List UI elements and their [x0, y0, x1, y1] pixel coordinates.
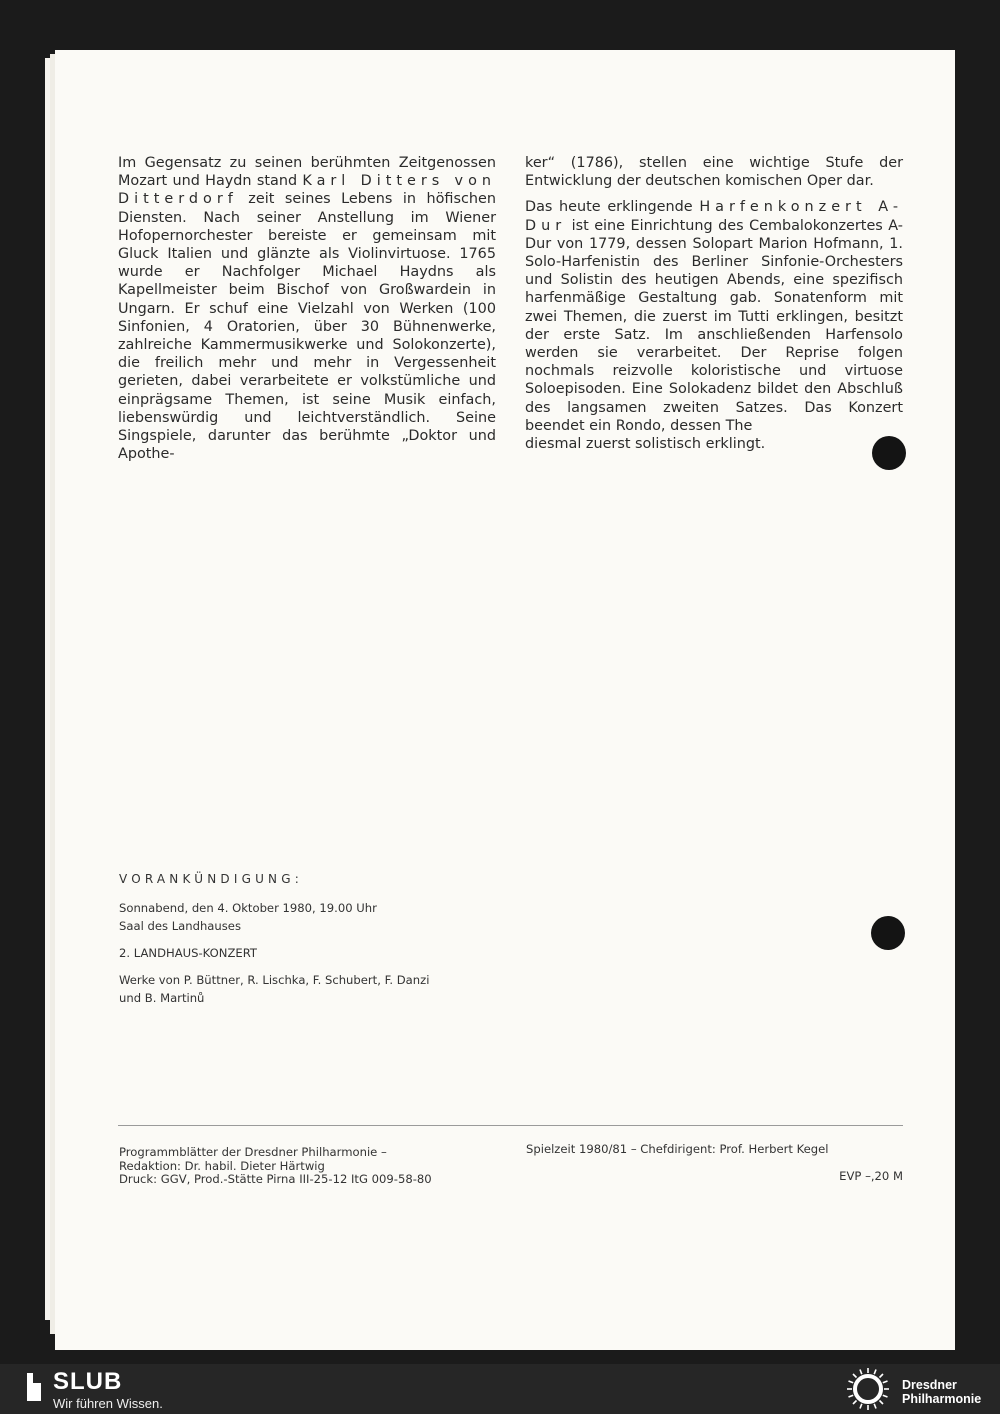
right-paragraph-2: Das heute erklingende Harfenkonzert A-Dur ist eine Einrichtung des Cembalokonzertes A-Dur von 1779, dessen Solopart Marion Hofmann, 1. Solo-Harfenistin des Berliner Sinfonie-Orchesters und Solistin des heutigen Abends, eine spezifisch harfenmäßige Gestaltung gab. Sonatenform mit zwei Themen, die zuerst im Tutti erklingen, besitzt der erste Satz. Im anschließenden Harfensolo werden sie verarbeitet. Der Reprise folgen nochmals reizvolle koloristische und virtuose Soloepisoden. Eine Solokadenz bildet den Abschluß des langsamen zweiten Satzes. Das Konzert beendet ein Rondo, dessen The: [525, 199, 904, 434]
punch-hole-top: [872, 436, 906, 470]
announcement-venue: Saal des Landhauses: [119, 919, 241, 933]
slub-tagline: Wir führen Wissen.: [53, 1396, 163, 1411]
announcement-title: 2. LANDHAUS-KONZERT: [119, 946, 258, 960]
announcement-heading: VORANKÜNDIGUNG:: [119, 872, 303, 886]
announcement-works-line-2: und B. Martinů: [119, 991, 205, 1005]
left-column: [118, 154, 496, 463]
footer-divider: [118, 1125, 903, 1126]
partner-name[interactable]: [902, 1378, 981, 1406]
right-paragraph-2-last-line: diesmal zuerst solistisch erklingt.: [525, 436, 766, 453]
footer-line-2: Redaktion: Dr. habil. Dieter Härtwig: [119, 1158, 325, 1173]
punch-hole-bottom: [871, 916, 905, 950]
footer-price: EVP –,20 M: [839, 1169, 903, 1183]
left-paragraph-1: Im Gegensatz zu seinen berühmten Zeitgenossen Mozart und Haydn stand Karl Ditters von Ditterdorf zeit seines Lebens in höfischen Diensten. Nach seiner Anstellung im Wiener Hofopernorchester bereiste er gemeinsam mit Gluck Italien und glänzte als Violinvirtuose. 1765 wurde er Nachfolger Michael Haydns als Kapellmeister beim Bischof von Großwardein in Ungarn. Er schuf eine Vielzahl von Werken (100 Sinfonien, 4 Oratorien, über 30 Bühnenwerke, zahlreiche Kammermusikwerke und Solokonzerte), die freilich mehr und mehr in Vergessenheit gerieten, dabei verarbeitete er volkstümliche und einprägsame Themen, ist seine Musik einfach, liebenswürdig und leichtverständlich. Seine Singspiele, darunter das berühmte „Doktor und Apothe-: [118, 155, 496, 463]
footer-season: Spielzeit 1980/81 – Chefdirigent: Prof. Herbert Kegel: [526, 1142, 829, 1156]
right-paragraph-1: ker“ (1786), stellen eine wichtige Stufe der Entwicklung der deutschen komischen Oper dar.: [525, 155, 903, 190]
right-column: [525, 154, 903, 453]
partner-name-line-1: Dresdner: [902, 1378, 957, 1392]
footer-line-1: Programmblätter der Dresdner Philharmonie –: [119, 1145, 387, 1159]
slub-logo-icon: [27, 1373, 41, 1401]
slub-name[interactable]: SLUB: [53, 1368, 123, 1395]
work-title: Harfenkonzert A-Dur: [525, 199, 904, 234]
announcement-works: [119, 973, 429, 1005]
footer-line-3: Druck: GGV, Prod.-Stätte Pirna III-25-12 ItG 009-58-80: [119, 1172, 432, 1186]
announcement-works-line-1: Werke von P. Büttner, R. Lischka, F. Schubert, F. Danzi: [119, 973, 430, 987]
footer-credits: [119, 1146, 432, 1187]
dresdner-philharmonie-logo-icon: [843, 1366, 893, 1412]
announcement-date: Sonnabend, den 4. Oktober 1980, 19.00 Uhr: [119, 901, 377, 915]
partner-name-line-2: Philharmonie: [902, 1392, 982, 1406]
composer-name: Karl Ditters von Ditterdorf: [118, 173, 496, 208]
